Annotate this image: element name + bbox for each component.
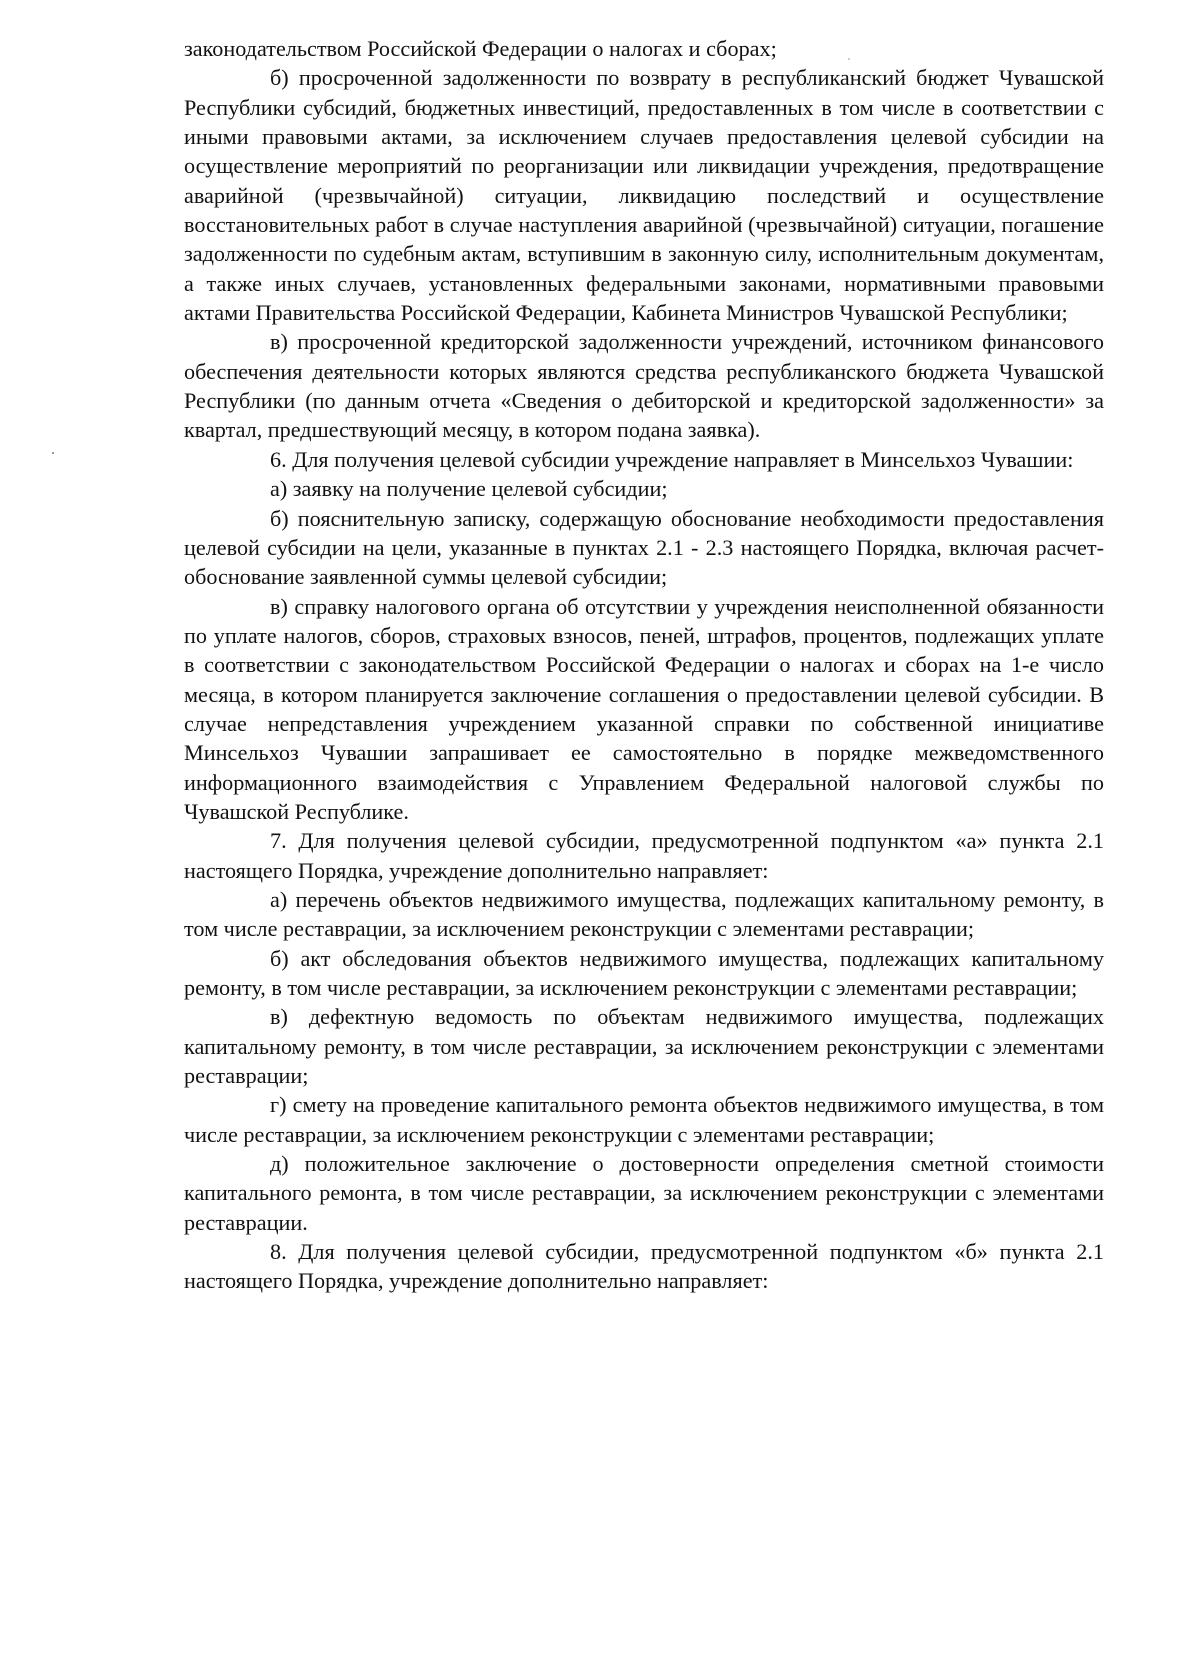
- paragraph-5v: в) просроченной кредиторской задолженности учреждений, источником финансового обеспечения деятельности которых являются средства республиканского бюджета Чувашской Республики (по данным отчета «Сведения о дебиторской и кредиторской задолженности» за квартал, предшествующий месяцу, в котором подана заявка).: [184, 329, 1104, 443]
- paragraph-6: 6. Для получения целевой субсидии учреждение направляет в Минсельхоз Чувашии:: [270, 446, 1074, 472]
- paragraph-6v: в) справку налогового органа об отсутствии у учреждения неисполненной обязанности по уплате налогов, сборов, страховых взносов, пеней, штрафов, процентов, подлежащих уплате в соответствии с законодательством Российской Федерации о налогах и сборах на 1-е число месяца, в котором планируется заключение соглашения о предоставлении целевой субсидии. В случае непредставления учреждением указанной справки по собственной инициативе Минсельхоз Чувашии запрашивает ее самостоятельно в порядке межведомственного информационного взаимодействия с Управлением Федеральной налоговой службы по Чувашской Республике.: [184, 593, 1104, 824]
- paragraph-7: 7. Для получения целевой субсидии, предусмотренной подпунктом «а» пункта 2.1 настоящего Порядка, учреждение дополнительно направляет:: [184, 828, 1104, 883]
- scan-speck: [52, 452, 54, 454]
- paragraph-7b: б) акт обследования объектов недвижимого имущества, подлежащих капитальному ремонту, в том числе реставрации, за исключением реконструкции с элементами реставрации;: [184, 945, 1104, 1000]
- document-page: [184, 34, 1104, 1296]
- paragraph-7v: в) дефектную ведомость по объектам недвижимого имущества, подлежащих капитальному ремонту, в том числе реставрации, за исключением реконструкции с элементами реставрации;: [184, 1004, 1104, 1089]
- paragraph-7d: д) положительное заключение о достоверности определения сметной стоимости капитального ремонта, в том числе реставрации, за исключением реконструкции с элементами реставрации.: [184, 1151, 1104, 1235]
- paragraph-continuation: законодательством Российской Федерации о налогах и сборах;: [184, 36, 777, 61]
- paragraph-7a: а) перечень объектов недвижимого имущества, подлежащих капитальному ремонту, в том числе реставрации, за исключением реконструкции с элементами реставрации;: [184, 886, 1104, 942]
- scan-speck: [848, 58, 850, 60]
- paragraph-7g: г) смету на проведение капитального ремонта объектов недвижимого имущества, в том числе реставрации, за исключением реконструкции с элементами реставрации;: [184, 1092, 1104, 1147]
- paragraph-5b: б) просроченной задолженности по возврату в республиканский бюджет Чувашской Республики субсидий, бюджетных инвестиций, предоставленных в том числе в соответствии с иными правовыми актами, за исключением случаев предоставления целевой субсидии на осуществление мероприятий по реорганизации или ликвидации учреждения, предотвращение аварийной (чрезвычайной) ситуации, ликвидацию последствий и осуществление восстановительных работ в случае наступления аварийной (чрезвычайной) ситуации, погашение задолженности по судебным актам, вступившим в законную силу, исполнительным документам, а также иных случаев, установленных федеральными законами, нормативными правовыми актами Правительства Российской Федерации, Кабинета Министров Чувашской Республики;: [184, 65, 1104, 326]
- paragraph-8: 8. Для получения целевой субсидии, предусмотренной подпунктом «б» пункта 2.1 настоящего Порядка, учреждение дополнительно направляет:: [184, 1239, 1104, 1294]
- paragraph-6b: б) пояснительную записку, содержащую обоснование необходимости предоставления целевой субсидии на цели, указанные в пунктах 2.1 - 2.3 настоящего Порядка, включая расчет-обоснование заявленной суммы целевой субсидии;: [184, 505, 1104, 590]
- paragraph-6a: а) заявку на получение целевой субсидии;: [270, 476, 668, 502]
